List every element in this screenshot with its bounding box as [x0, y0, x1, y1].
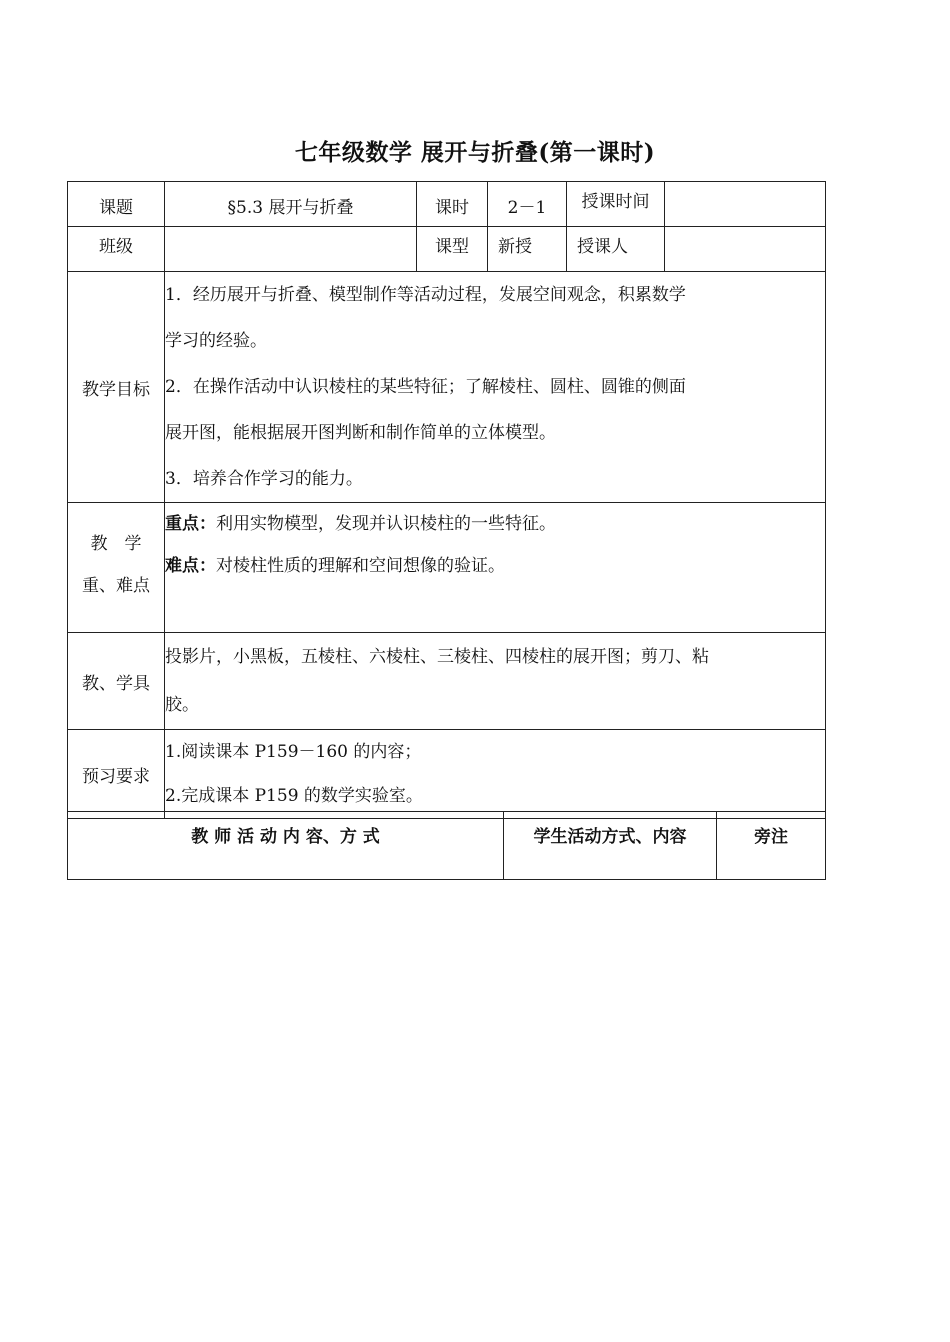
class-time-value	[665, 182, 826, 227]
difficulty-label: 难点：	[165, 556, 216, 576]
key-points-label-line-2: 重、难点	[82, 576, 150, 596]
topic-label: 课题	[68, 182, 165, 227]
difficulty-line	[165, 545, 825, 587]
preview-line-1: 1.阅读课本 P159－160 的内容；	[165, 742, 422, 762]
objective-1-line-1: 1．经历展开与折叠、模型制作等活动过程，发展空间观念，积累数学	[165, 285, 686, 305]
key-points-content	[165, 503, 826, 633]
objective-2-line-1: 2．在操作活动中认识棱柱的某些特征；了解棱柱、圆柱、圆锥的侧面	[165, 377, 686, 397]
teacher-value	[665, 227, 826, 272]
preview-line-2: 2.完成课本 P159 的数学实验室。	[165, 786, 423, 806]
tools-content	[165, 633, 826, 730]
class-label: 班级	[68, 227, 165, 272]
difficulty-text: 对棱柱性质的理解和空间想像的验证。	[216, 556, 505, 576]
focus-text: 利用实物模型，发现并认识棱柱的一些特征。	[216, 514, 556, 534]
class-value	[165, 227, 417, 272]
objectives-content	[165, 272, 826, 503]
class-time-label: 授课时间	[567, 182, 665, 227]
key-points-label-line-1: 教 学	[90, 534, 142, 554]
preview-content	[165, 730, 826, 819]
teacher-label: 授课人	[567, 227, 665, 272]
document-title: 七年级数学 展开与折叠(第一课时)	[294, 139, 656, 166]
period-value: 2－1	[488, 182, 567, 227]
topic-value: §5.3 展开与折叠	[165, 182, 417, 227]
tools-label: 教、学具	[68, 633, 165, 730]
teacher-activity-header: 教 师 活 动 内 容、方 式	[68, 812, 504, 880]
objectives-label: 教学目标	[68, 272, 165, 503]
objective-1-line-2: 学习的经验。	[165, 331, 267, 351]
lesson-plan-table	[67, 181, 826, 819]
key-points-label	[68, 503, 165, 633]
preview-label: 预习要求	[68, 730, 165, 819]
activity-header-table	[67, 811, 826, 880]
lesson-type-label: 课型	[417, 227, 488, 272]
objective-3: 3．培养合作学习的能力。	[165, 469, 363, 489]
tools-line-1: 投影片，小黑板，五棱柱、六棱柱、三棱柱、四棱柱的展开图；剪刀、粘	[165, 647, 709, 667]
student-activity-header: 学生活动方式、内容	[504, 812, 717, 880]
notes-header: 旁注	[717, 812, 826, 880]
focus-label: 重点：	[165, 514, 216, 534]
period-label: 课时	[417, 182, 488, 227]
focus-line	[165, 503, 825, 545]
tools-line-2: 胶。	[165, 695, 199, 715]
lesson-type-value: 新授	[488, 227, 567, 272]
objective-2-line-2: 展开图，能根据展开图判断和制作简单的立体模型。	[165, 423, 556, 443]
